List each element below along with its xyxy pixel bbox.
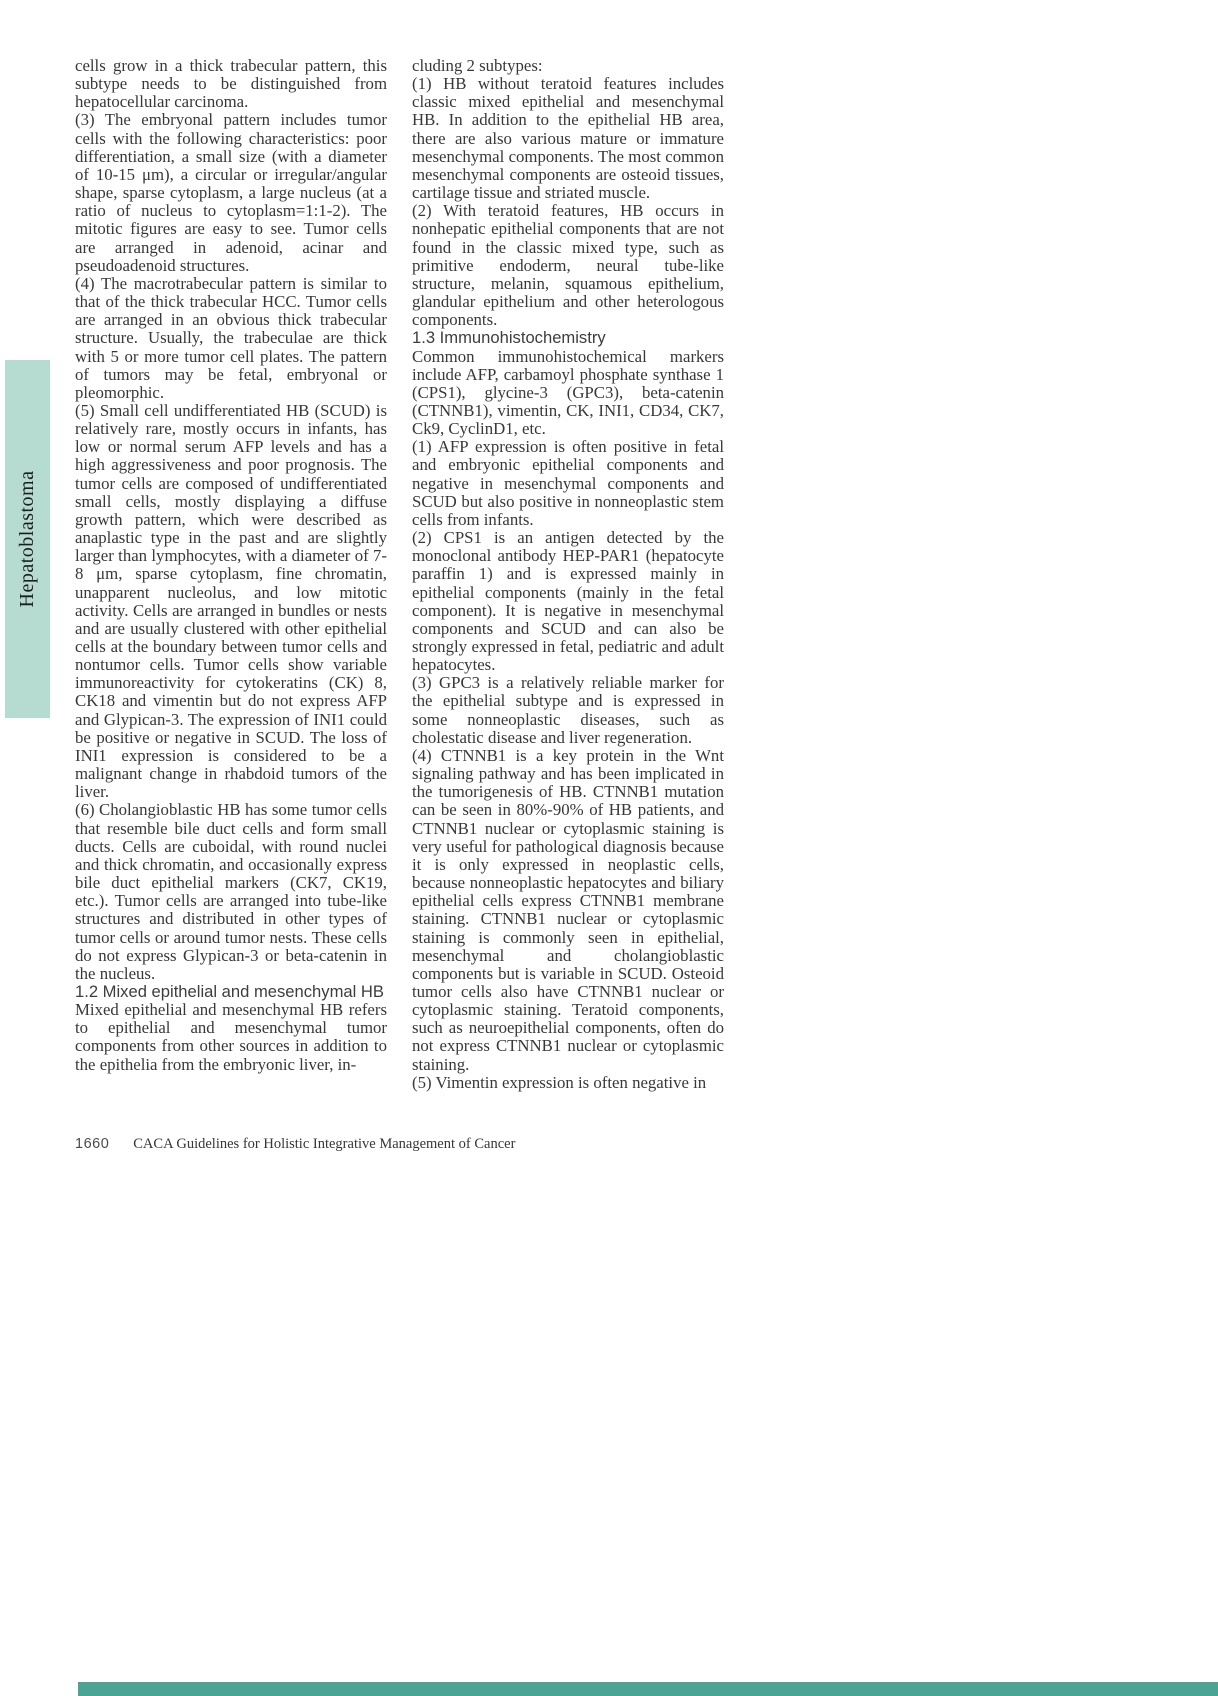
section-heading: 1.2 Mixed epithelial and mesenchymal HB	[75, 981, 384, 1001]
section-heading: 1.3 Immunohistochemistry	[412, 328, 606, 348]
bottom-accent-bar	[78, 1682, 1218, 1696]
text-column-left	[75, 57, 387, 1074]
chapter-tab-label: Hepatoblastoma	[16, 470, 38, 608]
body-paragraph: (3) GPC3 is a relatively reliable marker for the epithelial subtype and is expressed in some nonneoplastic diseases, such as cholestatic disease and liver regeneration.	[412, 673, 724, 747]
body-paragraph: (4) The macrotrabecular pattern is similar to that of the thick trabecular HCC. Tumor cells are arranged in an obvious thick trabecular structure. Usually, the trabeculae are thick with 5 or more tumor cell plates. The pattern of tumors may be fetal, embryonal or pleomorphic.	[75, 273, 387, 402]
body-paragraph: (3) The embryonal pattern includes tumor cells with the following characteristics: poor differentiation, a small size (with a diameter of 10-15 μm), a circular or irregular/angular shape, sparse cytoplasm, a large nucleus (at a ratio of nucleus to cytoplasm=1:1-2). The mitotic figures are easy to see. Tumor cells are arranged in adenoid, acinar and pseudoadenoid structures.	[75, 110, 387, 275]
body-paragraph: (5) Vimentin expression is often negative in	[412, 1072, 707, 1092]
body-paragraph: (5) Small cell undifferentiated HB (SCUD) is relatively rare, mostly occurs in infants, has low or normal serum AFP levels and has a high aggressiveness and poor prognosis. The tumor cells are composed of undifferentiated small cells, mostly displaying a diffuse growth pattern, which were described as anaplastic type in the past and are slightly larger than lymphocytes, with a diameter of 7-8 μm, sparse cytoplasm, fine chromatin, unapparent nucleolus, and low mitotic activity. Cells are arranged in bundles or nests and are usually clustered with other epithelial cells at the boundary between tumor cells and nontumor cells. Tumor cells show variable immunoreactivity for cytokeratins (CK) 8, CK18 and vimentin but do not express AFP and Glypican-3. The expression of INI1 could be positive or negative in SCUD. The loss of INI1 expression is considered to be a malignant change in rhabdoid tumors of the liver.	[75, 400, 387, 802]
body-paragraph: Mixed epithelial and mesenchymal HB refers to epithelial and mesenchymal tumor components from other sources in addition to the epithelia from the embryonic liver, in-	[75, 1000, 387, 1074]
body-paragraph: (2) With teratoid features, HB occurs in nonhepatic epithelial components that are not found in the classic mixed type, such as primitive endoderm, neural tube-like structure, melanin, squamous epithelium, glandular epithelium and other heterologous components.	[412, 201, 724, 330]
body-paragraph: cells grow in a thick trabecular pattern, this subtype needs to be distinguished from hepatocellular carcinoma.	[75, 56, 387, 112]
body-paragraph: (6) Cholangioblastic HB has some tumor cells that resemble bile duct cells and form small ducts. Cells are cuboidal, with round nuclei and thick chromatin, and occasionally express bile duct epithelial markers (CK7, CK19, etc.). Tumor cells are arranged into tube-like structures and distributed in other types of tumor cells or around tumor nests. These cells do not express Glypican-3 or beta-catenin in the nucleus.	[75, 800, 387, 983]
body-paragraph: (2) CPS1 is an antigen detected by the monoclonal antibody HEP-PAR1 (hepatocyte paraffin 1) and is expressed mainly in epithelial components (mainly in the fetal component). It is negative in mesenchymal components and SCUD and can also be strongly expressed in fetal, pediatric and adult hepatocytes.	[412, 528, 724, 675]
page-number: 1660	[75, 1136, 110, 1152]
text-column-right	[412, 57, 724, 1092]
page-footer	[75, 1136, 515, 1153]
body-paragraph: Common immunohistochemical markers include AFP, carbamoyl phosphate synthase 1 (CPS1), glycine-3 (GPC3), beta-catenin (CTNNB1), vimentin, CK, INI1, CD34, CK7, Ck9, CyclinD1, etc.	[412, 346, 724, 439]
body-paragraph: cluding 2 subtypes:	[412, 56, 543, 75]
body-paragraph: (1) HB without teratoid features includes classic mixed epithelial and mesenchymal HB. In addition to the epithelial HB area, there are also various mature or immature mesenchymal components. The most common mesenchymal components are osteoid tissues, cartilage tissue and striated muscle.	[412, 74, 724, 203]
body-paragraph: (1) AFP expression is often positive in fetal and embryonic epithelial components and negative in mesenchymal components and SCUD but also positive in nonneoplastic stem cells from infants.	[412, 437, 724, 529]
body-paragraph: (4) CTNNB1 is a key protein in the Wnt signaling pathway and has been implicated in the tumorigenesis of HB. CTNNB1 mutation can be seen in 80%-90% of HB patients, and CTNNB1 nuclear or cytoplasmic staining is very useful for pathological diagnosis because it is only expressed in neoplastic cells, because nonneoplastic hepatocytes and biliary epithelial cells express CTNNB1 membrane staining. CTNNB1 nuclear or cytoplasmic staining is commonly seen in epithelial, mesenchymal and cholangioblastic components but is variable in SCUD. Osteoid tumor cells also have CTNNB1 nuclear or cytoplasmic staining. Teratoid components, such as neuroepithelial components, often do not express CTNNB1 nuclear or cytoplasmic staining.	[412, 745, 724, 1074]
running-title: CACA Guidelines for Holistic Integrative Management of Cancer	[133, 1136, 516, 1152]
